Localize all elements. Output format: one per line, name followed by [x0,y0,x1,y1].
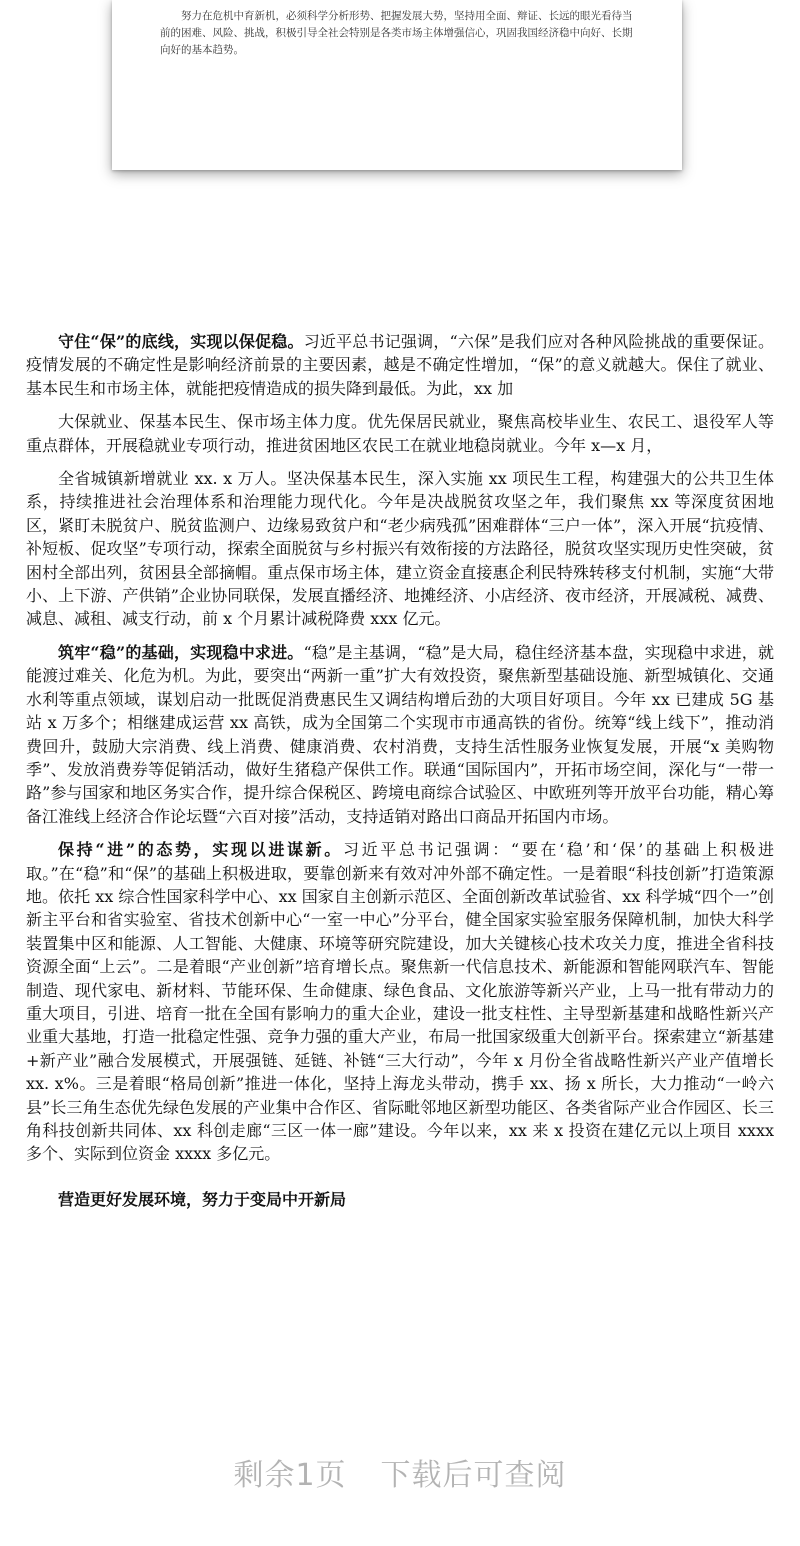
paragraph-body: “稳”是主基调，“稳”是大局，稳住经济基本盘，实现稳中求进，就能渡过难关、化危为机。为此，要突出“两新一重”扩大有效投资，聚焦新型基础设施、新型城镇化、交通水利等重点领域，谋划启动一批既促消费惠民生又调结构增后劲的大项目好项目。今年 xx 已建成 5G 基站 x 万多个；相继建成运营 xx 高铁，成为全国第二个实现市市通高铁的省份。统筹“线上线下”，推动消费回升，鼓励大宗消费、线上消费、健康消费、农村消费，支持生活性服务业恢复发展，开展“x 美购物季”、发放消费券等促销活动，做好生猪稳产保供工作。联通“国际国内”，开拓市场空间，深化与“一带一路”参与国家和地区务实合作，提升综合保税区、跨境电商综合试验区、中欧班列等开放平台功能，精心筹备江淮线上经济合作论坛暨“六百对接”活动，支持适销对路出口商品开拓国内市场。 [26,642,774,826]
paragraph-body: 大保就业、保基本民生、保市场主体力度。优先保居民就业，聚焦高校毕业生、农民工、退役军人等重点群体，开展稳就业专项行动，推进贫困地区农民工在就业地稳岗就业。今年 x—x 月， [26,412,774,455]
section-heading: 营造更好发展环境，努力于变局中开新局 [58,1189,347,1209]
paragraph-body: 习近平总书记强调：“要在‘稳’和‘保’的基础上积极进取。”在“稳”和“保”的基础上积极进取，要靠创新来有效对冲外部不确定性。一是着眼“科技创新”打造策源地。依托 xx 综合性国家科学中心、xx 国家自主创新示范区、全面创新改革试验省、xx 科学城“四个一”创新主平台和省实验室、省技术创新中心“一室一中心”分平台，健全国家实验室服务保障机制，加快大科学装置集中区和能源、人工智能、大健康、环境等研究院建设，加大关键核心技术攻关力度，推进全省科技资源全面“上云”。二是着眼“产业创新”培育增长点。聚焦新一代信息技术、新能源和智能网联汽车、智能制造、现代家电、新材料、节能环保、生命健康、绿色食品、文化旅游等新兴产业，上马一批有带动力的重大项目，引进、培育一批在全国有影响力的重大企业，建设一批支柱性、主导型新基建和战略性新兴产业重大基地，打造一批稳定性强、竞争力强的重大产业，布局一批国家级重大创新平台。探索建立“新基建+新产业”融合发展模式，开展强链、延链、补链“三大行动”，今年 x 月份全省战略性新兴产业产值增长 xx. x%。三是着眼“格局创新”推进一体化，坚持上海龙头带动，携手 xx、扬 x 所长，大力推动“一岭六县”长三角生态优先绿色发展的产业集中合作区、省际毗邻地区新型功能区、各类省际产业合作园区、长三角科技创新共同体、xx 科创走廊“三区一体一廊”建设。今年以来，xx 来 x 投资在建亿元以上项目 xxxx 多个、实际到位资金 xxxx 多亿元。 [26,840,774,1164]
document-preview-card [112,0,682,170]
remaining-pages-label: 剩余1页 [233,1458,347,1493]
document-body [26,330,774,1211]
paragraph-body: 全省城镇新增就业 xx. x 万人。坚决保基本民生，深入实施 xx 项民生工程，构建强大的公共卫生体系，持续推进社会治理体系和治理能力现代化。今年是决战脱贫攻坚之年，我们聚焦 xx 等深度贫困地区，紧盯未脱贫户、脱贫监测户、边缘易致贫户和“老少病残孤”困难群体“三户一体”，深入开展“抗疫情、补短板、促攻坚”专项行动，探索全面脱贫与乡村振兴有效衔接的方法路径，脱贫攻坚实现历史性突破，贫困村全部出列，贫困县全部摘帽。重点保市场主体，建立资金直接惠企利民特殊转移支付机制，实施“大带小、上下游、产供销”企业协同联保，发展直播经济、地摊经济、小店经济、夜市经济，开展减税、减费、减息、减租、减支行动，前 x 个月累计减税降费 xxx 亿元。 [26,469,774,629]
paragraph-body: 习近平总书记强调，“六保”是我们应对各种风险挑战的重要保证。疫情发展的不确定性是影响经济前景的主要因素，越是不确定性增加，“保”的意义就越大。保住了就业、基本民生和市场主体，就能把疫情造成的损失降到最低。为此，xx 加 [26,332,774,398]
download-hint-label: 下载后可查阅 [380,1458,567,1493]
remaining-pages-notice[interactable] [0,1450,800,1494]
paragraph [26,838,774,1166]
paragraph-lead: 筑牢“稳”的基础，实现稳中求进。 [58,642,304,662]
paragraph [26,467,774,631]
paragraph-lead: 守住“保”的底线，实现以保促稳。 [58,332,304,351]
paragraph-lead: 保持“进”的态势，实现以进谋新。 [58,840,343,860]
paragraph [26,641,774,828]
preview-card-text: 努力在危机中育新机，必须科学分析形势、把握发展大势，坚持用全面、辩证、长远的眼光看待当前的困难、风险、挑战，积极引导全社会特别是各类市场主体增强信心，巩固我国经济稳中向好、长期向好的基本趋势。 [160,10,633,56]
paragraph [26,410,774,457]
paragraph [26,330,774,400]
